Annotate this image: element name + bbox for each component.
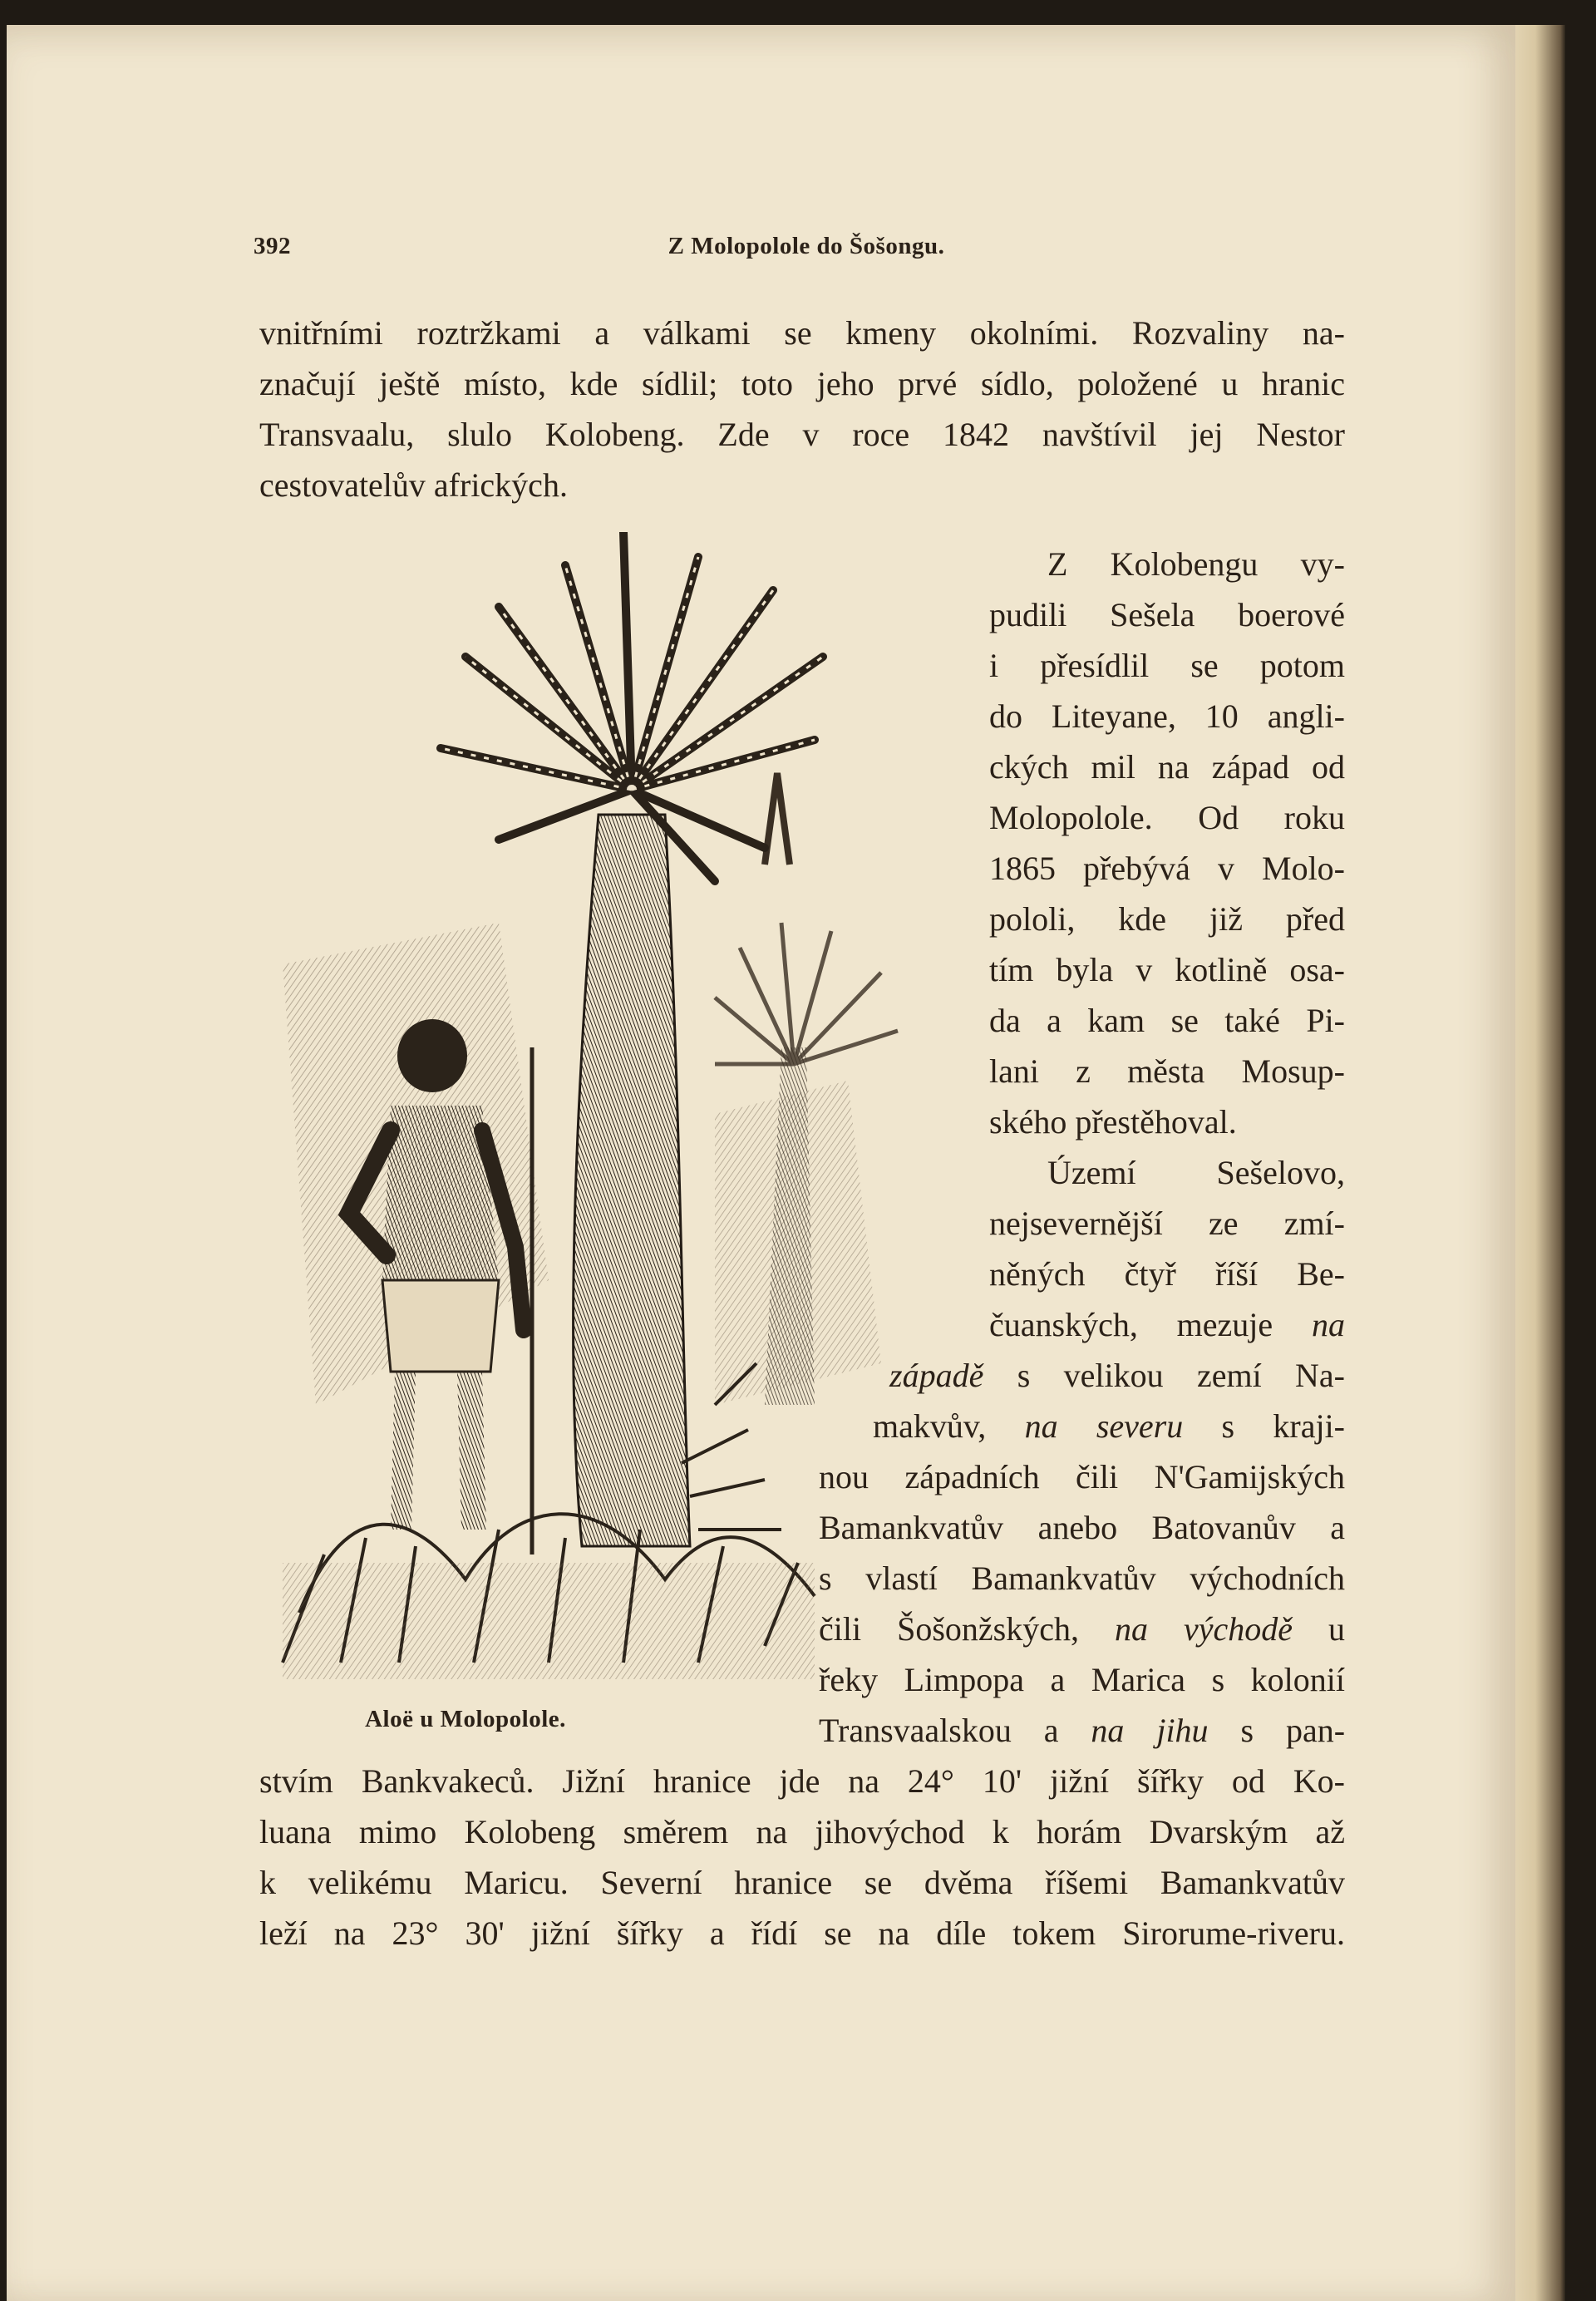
text-line: Transvaalu, slulo Kolobeng. Zde v roce 1842 navštívil jej Nestor [259, 416, 1345, 453]
text-line: Bamankvatův anebo Batovanův a [819, 1509, 1345, 1546]
text-line: makvův, na severu s kraji- [873, 1407, 1345, 1445]
text-line: čuanských, mezuje na [989, 1306, 1345, 1343]
text-line: Transvaalskou a na jihu s pan- [819, 1712, 1346, 1749]
text-line: nejsevernější ze zmí- [989, 1205, 1345, 1242]
page-edge [1515, 25, 1565, 2301]
illustration-caption: Aloë u Molopolole. [365, 1706, 566, 1732]
text-line: Molopolole. Od roku [989, 799, 1345, 836]
paragraph-right [989, 539, 1345, 1147]
text-line: cestovatelův afrických. [259, 466, 568, 504]
text-line: do Liteyane, 10 angli- [989, 697, 1345, 735]
paragraph-territory-narrow [989, 1147, 1345, 1350]
text-line: k velikému Maricu. Severní hranice se dvěma říšemi Bamankvatův [259, 1864, 1345, 1901]
text-line: 1865 přebývá v Molo- [989, 850, 1345, 887]
text-line: i přesídlil se potom [989, 647, 1345, 684]
text-line: luana mimo Kolobeng směrem na jihovýchod k horám Dvarským až [259, 1813, 1345, 1850]
text-line: něných čtyř říší Be- [989, 1255, 1345, 1293]
paragraph-territory-west [889, 1350, 1345, 1401]
italic-text: na [1312, 1306, 1345, 1343]
running-title: Z Molopolole do Šošongu. [667, 233, 945, 259]
aloe-illustration [249, 532, 948, 1696]
text-line: ského přestěhoval. [989, 1103, 1237, 1141]
text-line: pudili Sešela boerové [989, 596, 1345, 633]
text-line: stvím Bankvakeců. Jižní hranice jde na 24° 10' jižní šířky od Ko- [259, 1762, 1345, 1800]
paragraph-top [259, 308, 1345, 510]
text-line: s vlastí Bamankvatův východních [819, 1559, 1345, 1597]
italic-text: na východě [1114, 1610, 1293, 1648]
text-line: Území Sešelovo, [1047, 1154, 1345, 1191]
text-line: pololi, kde již před [989, 900, 1345, 938]
italic-text: na jihu [1091, 1712, 1209, 1749]
paragraph-bottom [259, 1756, 1345, 1959]
text-line: lani z města Mosup- [989, 1052, 1345, 1090]
text-line: západě s velikou zemí Na- [889, 1357, 1345, 1394]
italic-text: na severu [1024, 1407, 1184, 1445]
text-line: nou západních čili N'Gamijských [819, 1458, 1345, 1495]
text-line: leží na 23° 30' jižní šířky a řídí se na díle tokem Sirorume-riveru. [259, 1914, 1345, 1952]
text-line: čili Šošonžských, na východě u [819, 1610, 1345, 1648]
text-line: řeky Limpopa a Marica s kolonií [819, 1661, 1345, 1698]
text-line: značují ještě místo, kde sídlil; toto jeho prvé sídlo, položené u hranic [259, 365, 1345, 402]
text-line: vnitřními roztržkami a válkami se kmeny okolními. Rozvaliny na- [259, 314, 1345, 352]
text-line: ckých mil na západ od [989, 748, 1345, 786]
text-line: da a kam se také Pi- [989, 1002, 1345, 1039]
page-header [254, 233, 1359, 266]
italic-text: západě [889, 1357, 984, 1394]
text-line: Z Kolobengu vy- [1047, 545, 1345, 583]
page-number: 392 [254, 233, 291, 259]
text-line: tím byla v kotlině osa- [989, 951, 1345, 988]
